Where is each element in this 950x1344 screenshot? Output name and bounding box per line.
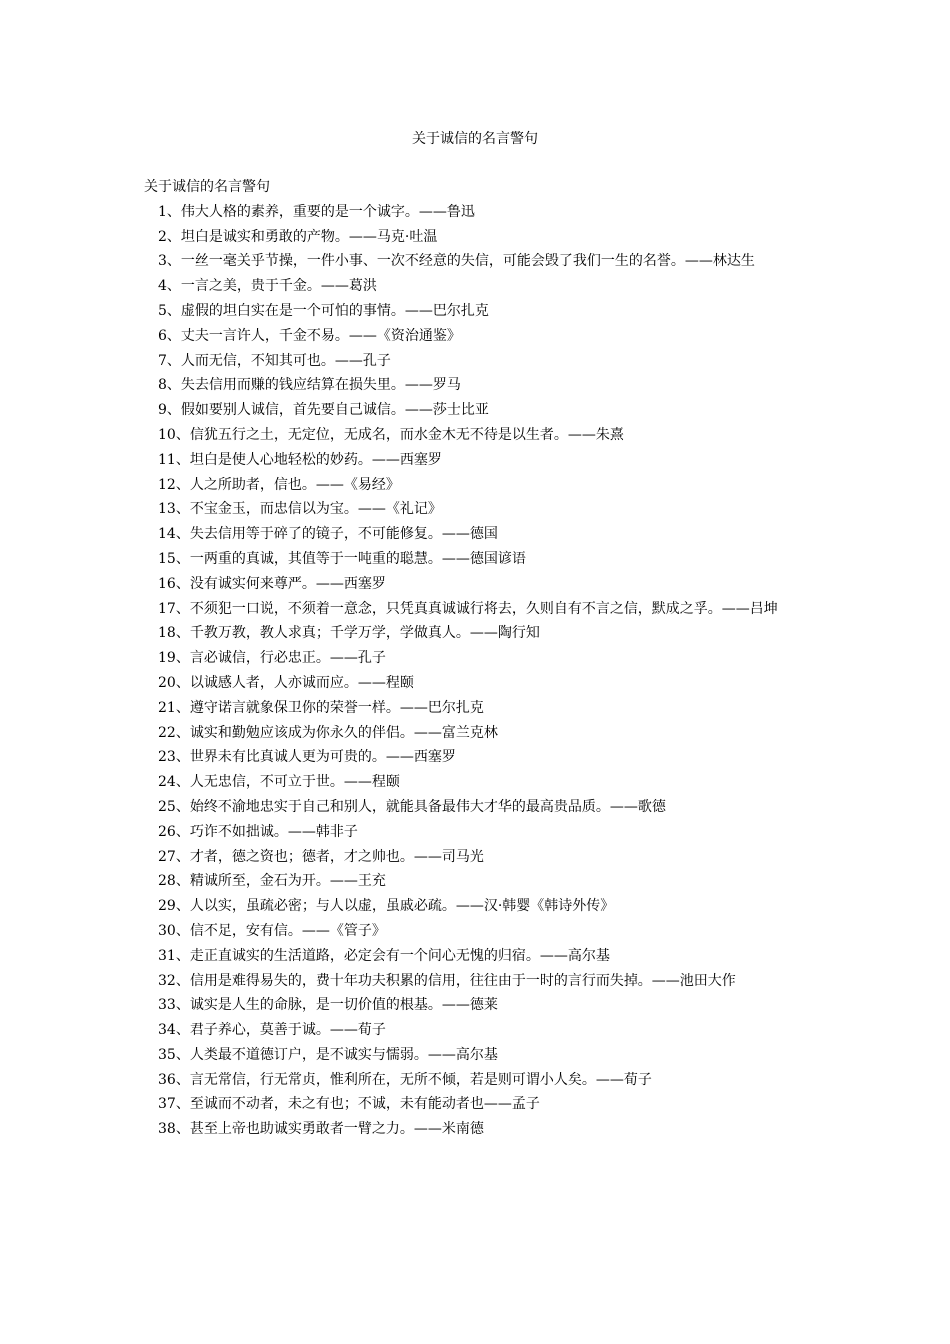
quote-item: 11、坦白是使人心地轻松的妙药。——西塞罗 xyxy=(158,451,442,468)
quote-item: 20、以诚感人者，人亦诚而应。——程颐 xyxy=(158,674,414,691)
quote-item: 24、人无忠信，不可立于世。——程颐 xyxy=(158,774,400,791)
quote-item: 37、至诚而不动者，未之有也；不诚，未有能动者也——孟子 xyxy=(158,1096,540,1113)
quote-item: 22、诚实和勤勉应该成为你永久的伴侣。——富兰克林 xyxy=(158,724,498,741)
quote-item: 28、精诚所至，金石为开。——王充 xyxy=(158,873,386,890)
document-body xyxy=(144,175,809,1142)
quote-item: 6、丈夫一言许人，千金不易。——《资治通鉴》 xyxy=(158,327,461,344)
quote-item: 7、人而无信，不知其可也。——孔子 xyxy=(158,352,391,369)
quote-item: 8、失去信用而赚的钱应结算在损失里。——罗马 xyxy=(158,377,461,394)
quote-item: 30、信不足，安有信。——《管子》 xyxy=(158,922,386,939)
quote-list xyxy=(144,200,809,1142)
quote-item: 18、千教万教，教人求真；千学万学，学做真人。——陶行知 xyxy=(158,625,540,642)
quote-item: 27、才者，德之资也；德者，才之帅也。——司马光 xyxy=(158,848,484,865)
quote-item: 23、世界未有比真诚人更为可贵的。——西塞罗 xyxy=(158,749,456,766)
quote-item: 3、一丝一毫关乎节操，一件小事、一次不经意的失信，可能会毁了我们一生的名誉。——林达生 xyxy=(158,253,755,270)
quote-item: 19、言必诚信，行必忠正。——孔子 xyxy=(158,650,386,667)
quote-item: 31、走正直诚实的生活道路，必定会有一个问心无愧的归宿。——高尔基 xyxy=(158,947,610,964)
quote-item: 35、人类最不道德订户，是不诚实与懦弱。——高尔基 xyxy=(158,1046,498,1063)
quote-item: 26、巧诈不如拙诚。——韩非子 xyxy=(158,823,358,840)
quote-item: 14、失去信用等于碎了的镜子，不可能修复。——德国 xyxy=(158,526,498,543)
quote-item: 33、诚实是人生的命脉，是一切价值的根基。——德莱 xyxy=(158,997,498,1014)
quote-item: 15、一两重的真诚，其值等于一吨重的聪慧。——德国谚语 xyxy=(158,550,526,567)
quote-item: 38、甚至上帝也助诚实勇敢者一臂之力。——米南德 xyxy=(158,1121,484,1138)
quote-item: 1、伟大人格的素养，重要的是一个诚字。——鲁迅 xyxy=(158,203,475,220)
quote-item: 2、坦白是诚实和勇敢的产物。——马克·吐温 xyxy=(158,228,438,245)
quote-item: 16、没有诚实何来尊严。——西塞罗 xyxy=(158,575,386,592)
quote-item: 25、始终不渝地忠实于自己和别人，就能具备最伟大才华的最高贵品质。——歌德 xyxy=(158,798,666,815)
quote-item: 9、假如要别人诚信，首先要自己诚信。——莎士比亚 xyxy=(158,402,489,419)
section-heading: 关于诚信的名言警句 xyxy=(144,179,270,195)
quote-item: 12、人之所助者，信也。——《易经》 xyxy=(158,476,400,493)
quote-item: 21、遵守诺言就象保卫你的荣誉一样。——巴尔扎克 xyxy=(158,699,484,716)
quote-item: 34、君子养心，莫善于诚。——荀子 xyxy=(158,1022,386,1039)
quote-item: 4、一言之美，贵于千金。——葛洪 xyxy=(158,278,377,295)
quote-item: 29、人以实，虽疏必密；与人以虚，虽戚必疏。——汉·韩婴《韩诗外传》 xyxy=(158,898,615,915)
document-title: 关于诚信的名言警句 xyxy=(412,131,538,147)
quote-item: 32、信用是难得易失的，费十年功夫积累的信用，往往由于一时的言行而失掉。——池田大作 xyxy=(158,972,736,989)
quote-item: 36、言无常信，行无常贞，惟利所在，无所不倾，若是则可谓小人矣。——荀子 xyxy=(158,1071,652,1088)
quote-item: 17、不须犯一口说，不须着一意念，只凭真真诚诚行将去，久则自有不言之信，默成之孚。——吕坤 xyxy=(158,600,778,617)
quote-item: 13、不宝金玉，而忠信以为宝。——《礼记》 xyxy=(158,501,442,518)
quote-item: 5、虚假的坦白实在是一个可怕的事情。——巴尔扎克 xyxy=(158,302,489,319)
quote-item: 10、信犹五行之土，无定位，无成名，而水金木无不待是以生者。——朱熹 xyxy=(158,426,624,443)
